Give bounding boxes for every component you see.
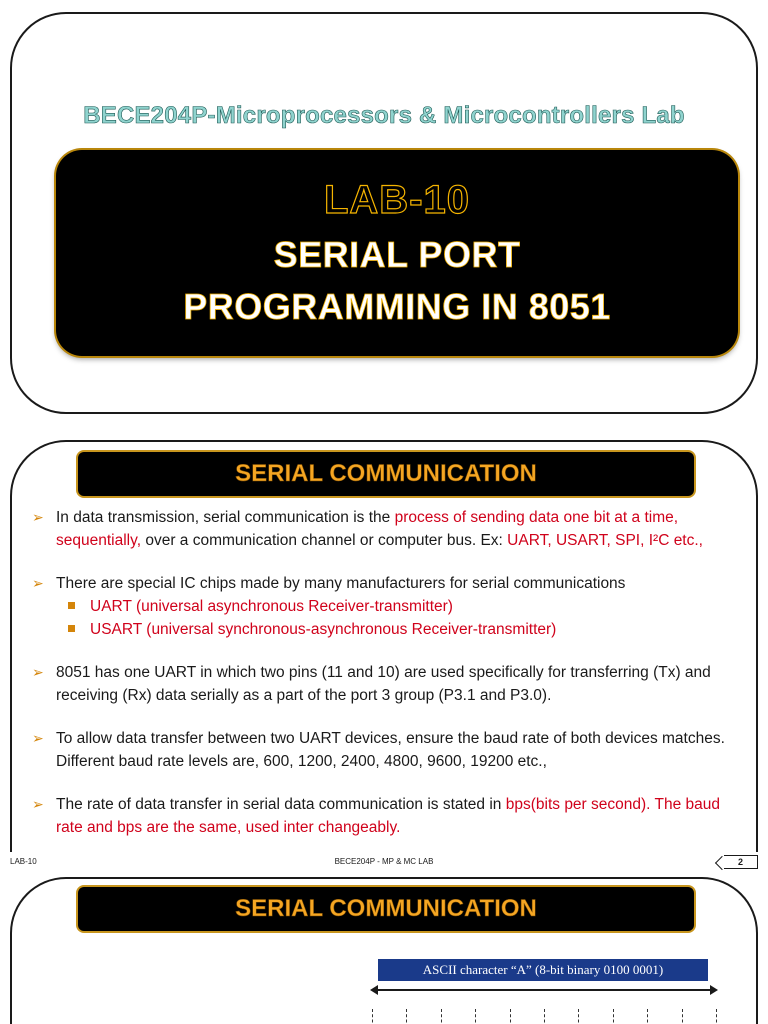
lab-title-box [56, 150, 738, 356]
arrow-bullet-icon: ➢ [32, 664, 44, 680]
bit-boundary-tick [441, 1009, 442, 1024]
section-banner: SERIAL COMMUNICATION [78, 452, 694, 496]
bit-timeline-arrow [372, 989, 716, 991]
ascii-label-box: ASCII character “A” (8-bit binary 0100 0001) [378, 959, 708, 981]
bullet-text: To allow data transfer between two UART devices, ensure the baud rate of both devices matches. Different baud rate levels are, 600, 1200, 2400, 4800, 9600, 19200 etc., [56, 730, 725, 770]
bullet-item [28, 727, 748, 773]
bullet-highlight: UART, USART, SPI, I²C etc., [507, 532, 703, 549]
bullet-item [28, 793, 748, 839]
bullet-group [28, 572, 748, 641]
section-banner: SERIAL COMMUNICATION [78, 887, 694, 931]
sub-bullet-item [28, 618, 748, 641]
bullet-text: 8051 has one UART in which two pins (11 and 10) are used specifically for transferring (Tx) and receiving (Rx) data serially as a part of the port 3 group (P3.1 and P3.0). [56, 664, 711, 704]
bullet-highlight: bps(bits per second). The baud rate and bps are the same, [56, 796, 720, 836]
bullet-list [28, 506, 748, 859]
bit-boundary-tick [716, 1009, 717, 1024]
square-bullet-icon [68, 625, 75, 632]
bit-boundary-tick [475, 1009, 476, 1024]
arrow-bullet-icon: ➢ [32, 509, 44, 525]
footer-course-label: BECE204P - MP & MC LAB [334, 857, 434, 866]
lab-title-line-2: PROGRAMMING IN 8051 [183, 286, 611, 327]
bullet-text: over a communication channel or computer bus. Ex: [141, 532, 508, 549]
course-title: BECE204P-Microprocessors & Microcontrollers Lab [83, 102, 685, 129]
arrow-bullet-icon: ➢ [32, 796, 44, 812]
page-number: 2 [724, 855, 758, 869]
lab-title-line-1: SERIAL PORT [273, 234, 521, 275]
bit-boundary-tick [510, 1009, 511, 1024]
square-bullet-icon [68, 602, 75, 609]
bit-boundary-tick [613, 1009, 614, 1024]
bullet-item [28, 661, 748, 707]
serial-communication-diagram-slide [10, 877, 758, 1024]
lab-number: LAB-10 [323, 178, 471, 222]
title-slide [10, 12, 758, 414]
bullet-highlight: process of sending data one bit at a time, sequentially, [56, 509, 679, 549]
sub-bullet-item [28, 595, 748, 618]
bit-boundary-tick [578, 1009, 579, 1024]
bit-boundary-tick [406, 1009, 407, 1024]
bullet-text: In data transmission, serial communication is the [56, 509, 395, 526]
arrow-bullet-icon: ➢ [32, 575, 44, 591]
bit-boundary-tick [372, 1009, 373, 1024]
bullet-item [28, 506, 748, 552]
bit-boundary-tick [682, 1009, 683, 1024]
bullet-text: There are special IC chips made by many manufacturers for serial communications [56, 575, 626, 592]
bullet-item [28, 572, 748, 595]
bit-boundary-tick [544, 1009, 545, 1024]
bit-boundary-tick [647, 1009, 648, 1024]
sub-bullet-text: UART (universal asynchronous Receiver-transmitter) [90, 598, 453, 615]
footer-lab-label: LAB-10 [10, 857, 37, 866]
serial-communication-slide [10, 440, 758, 852]
bullet-highlight: used inter changeably. [241, 819, 401, 836]
sub-bullet-text: USART (universal synchronous-asynchronous Receiver-transmitter) [90, 621, 557, 638]
bullet-text: The rate of data transfer in serial data communication is stated in [56, 796, 506, 813]
slide-footer [0, 855, 768, 871]
arrow-bullet-icon: ➢ [32, 730, 44, 746]
